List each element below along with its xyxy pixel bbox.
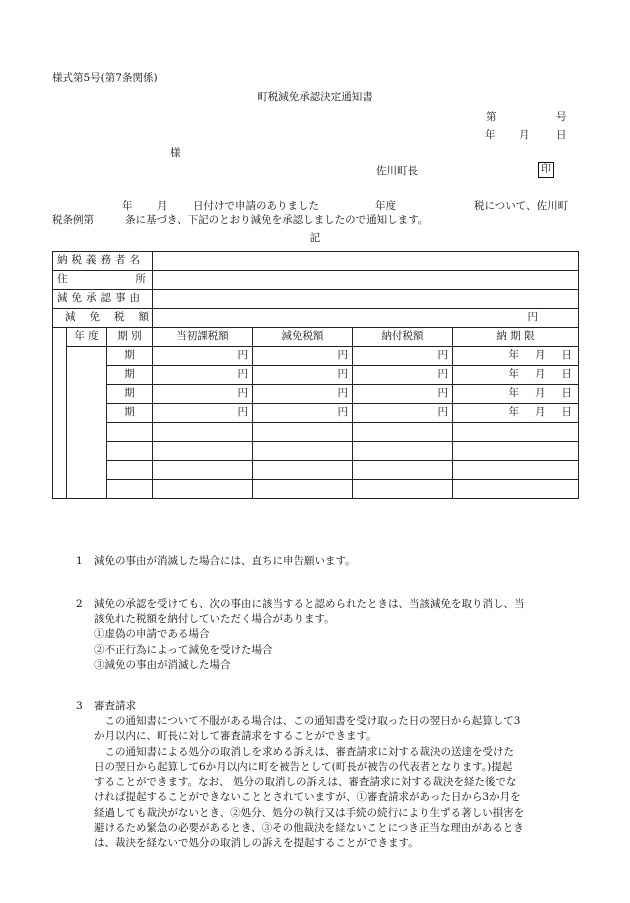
addressee-honorific: 様 — [170, 147, 181, 159]
col-reduction-header: 減免税額 — [253, 328, 353, 347]
reduction-cell[interactable] — [253, 442, 353, 461]
table-indent-cell — [53, 366, 67, 385]
due-day: 日 — [561, 406, 572, 419]
address-label-b: 所 — [135, 273, 146, 286]
col-due-header: 納 期 限 — [453, 328, 579, 347]
due-year: 年 — [508, 368, 519, 381]
reduction-yen: 円 — [253, 404, 353, 423]
document-title: 町税減免承認決定通知書 — [257, 91, 373, 103]
reason-label: 減免承認事由 — [53, 290, 153, 309]
table-indent-cell — [53, 347, 67, 366]
note-3-para-2-line-3: することができます。なお、 処分の取消しの訴えは、審査請求に対する裁決を経た後でな — [94, 776, 517, 789]
col-initial-header: 当初課税額 — [153, 328, 253, 347]
note-2-item-3: ③減免の事由が消滅した場合 — [94, 658, 231, 671]
note-1 — [52, 554, 580, 569]
note-1-number: 1 — [76, 555, 83, 567]
note-2-item-1: ①虚偽の申請である場合 — [94, 628, 210, 641]
table-indent-cell — [53, 480, 67, 499]
payment-cell[interactable] — [353, 442, 453, 461]
due-month: 月 — [535, 387, 546, 400]
taxpayer-row — [53, 252, 579, 271]
address-row — [53, 271, 579, 290]
reason-row — [53, 290, 579, 309]
address-value[interactable] — [153, 271, 579, 290]
due-year: 年 — [508, 349, 519, 362]
payment-cell[interactable] — [353, 461, 453, 480]
period-cell[interactable] — [107, 480, 153, 499]
due-date-cell — [453, 366, 579, 385]
note-3-heading: 審査請求 — [94, 700, 136, 712]
col-period-header: 期 別 — [107, 328, 153, 347]
reduction-yen: 円 — [253, 347, 353, 366]
period-cell: 期 — [107, 347, 153, 366]
reduction-cell[interactable] — [253, 461, 353, 480]
form-number: 様式第5号(第7条関係) — [52, 72, 158, 84]
payment-cell[interactable] — [353, 480, 453, 499]
application-month-label: 月 — [157, 200, 168, 212]
table-row — [53, 404, 579, 423]
payment-yen: 円 — [353, 404, 453, 423]
amount-label: 減免税額 — [53, 309, 153, 328]
note-2-number: 2 — [76, 598, 83, 610]
reduction-cell[interactable] — [253, 480, 353, 499]
initial-cell[interactable] — [153, 461, 253, 480]
address-label-cell — [53, 271, 153, 290]
initial-yen: 円 — [153, 366, 253, 385]
note-2-item-2: ②不正行為によって減免を受けた場合 — [94, 643, 273, 656]
note-3-para-2-line-7: は、裁決を経ないで処分の取消しの訴えを提起することができます。 — [94, 836, 419, 849]
due-year: 年 — [508, 406, 519, 419]
period-cell: 期 — [107, 366, 153, 385]
issuer-name: 佐川町長 — [376, 165, 418, 177]
detail-header-row — [53, 328, 579, 347]
tax-clause-text: 税について、佐川町 — [474, 200, 569, 212]
note-3-para-2-line-1: この通知書による処分の取消しを求める訴えは、審査請求に対する裁決の送達を受けた — [104, 745, 514, 758]
due-year: 年 — [508, 387, 519, 400]
payment-cell[interactable] — [353, 423, 453, 442]
issue-date-year-label: 年 — [485, 129, 496, 141]
note-1-text: 減免の事由が消滅した場合には、直ちに申告願います。 — [94, 555, 356, 567]
period-cell: 期 — [107, 385, 153, 404]
table-row — [53, 423, 579, 442]
ki-heading: 記 — [309, 232, 321, 244]
note-2 — [52, 597, 580, 673]
fiscal-year-label: 年度 — [375, 200, 396, 212]
reduction-yen: 円 — [253, 366, 353, 385]
reduction-yen: 円 — [253, 385, 353, 404]
table-row — [53, 347, 579, 366]
due-month: 月 — [535, 368, 546, 381]
table-row — [53, 366, 579, 385]
col-payment-header: 納付税額 — [353, 328, 453, 347]
address-label-a: 住 — [57, 273, 68, 286]
table-indent-cell — [53, 423, 67, 442]
due-month: 月 — [535, 406, 546, 419]
seal-stamp-icon: 印 — [538, 162, 554, 178]
taxpayer-label: 納税義務者名 — [53, 252, 153, 271]
note-2-line-2: 該免れた税額を納付していただく場合があります。 — [94, 613, 335, 626]
table-indent-cell — [53, 404, 67, 423]
col-year-header: 年 度 — [67, 328, 107, 347]
ordinance-article-label: 税条例第 — [52, 214, 94, 226]
table-indent-cell — [53, 385, 67, 404]
reduction-cell[interactable] — [253, 423, 353, 442]
table-indent-cell — [53, 328, 67, 347]
initial-cell[interactable] — [153, 480, 253, 499]
note-3-para-1-line-2: か月以内に、町長に対して審査請求をすることができます。 — [94, 730, 377, 743]
due-day: 日 — [561, 368, 572, 381]
payment-yen: 円 — [353, 366, 453, 385]
period-cell: 期 — [107, 404, 153, 423]
initial-yen: 円 — [153, 404, 253, 423]
document-number-suffix: 号 — [556, 111, 567, 123]
table-row — [53, 442, 579, 461]
due-date-cell[interactable] — [453, 442, 579, 461]
taxpayer-value[interactable] — [153, 252, 579, 271]
period-cell[interactable] — [107, 423, 153, 442]
due-day: 日 — [561, 349, 572, 362]
initial-cell[interactable] — [153, 442, 253, 461]
initial-yen: 円 — [153, 385, 253, 404]
note-3-para-2-line-2: 日の翌日から起算して6か月以内に町を被告として(町長が被告の代表者となります。)提起 — [94, 760, 513, 773]
application-year-label: 年 — [122, 200, 133, 212]
note-3-number: 3 — [76, 700, 83, 712]
table-row — [53, 480, 579, 499]
note-2-line-1: 減免の承認を受けても、次の事由に該当すると認められたときは、当該減免を取り消し、当 — [94, 598, 525, 610]
due-date-cell[interactable] — [453, 423, 579, 442]
initial-cell[interactable] — [153, 423, 253, 442]
payment-yen: 円 — [353, 347, 453, 366]
amount-row — [53, 309, 579, 328]
due-date-cell — [453, 404, 579, 423]
table-row — [53, 385, 579, 404]
issue-date-month-label: 月 — [519, 129, 530, 141]
amount-yen: 円 — [527, 311, 538, 324]
reduction-detail-table — [52, 251, 579, 499]
initial-yen: 円 — [153, 347, 253, 366]
note-3-para-2-line-5: 経過しても裁決がないとき、②処分、処分の執行又は手続の続行により生ずる著しい損害を — [94, 806, 525, 819]
note-3-para-2-line-4: ければ提起することができないこととされていますが、①審査請求があった日から3か月を — [94, 791, 521, 804]
payment-yen: 円 — [353, 385, 453, 404]
note-3-para-2-line-6: 避けるため緊急の必要があるとき、③その他裁決を経ないことにつき正当な理由があるとき — [94, 821, 524, 834]
document-number-prefix: 第 — [486, 111, 497, 123]
note-3 — [52, 699, 580, 851]
due-date-cell[interactable] — [453, 480, 579, 499]
reason-value[interactable] — [153, 290, 579, 309]
application-day-text: 日付けで申請のありました — [193, 200, 319, 212]
note-3-para-1-line-1: この通知書について不服がある場合は、この通知書を受け取った日の翌日から起算して3 — [104, 715, 521, 728]
approval-statement: 条に基づき、下記のとおり減免を承認しましたので通知します。 — [125, 214, 429, 226]
amount-value[interactable] — [153, 309, 579, 328]
due-month: 月 — [535, 349, 546, 362]
period-cell[interactable] — [107, 461, 153, 480]
table-indent-cell — [53, 442, 67, 461]
table-indent-cell — [53, 461, 67, 480]
year-merged-cell[interactable] — [67, 347, 107, 499]
due-date-cell[interactable] — [453, 461, 579, 480]
period-cell[interactable] — [107, 442, 153, 461]
table-row — [53, 461, 579, 480]
due-date-cell — [453, 385, 579, 404]
due-day: 日 — [561, 387, 572, 400]
due-date-cell — [453, 347, 579, 366]
issue-date-day-label: 日 — [556, 129, 567, 141]
